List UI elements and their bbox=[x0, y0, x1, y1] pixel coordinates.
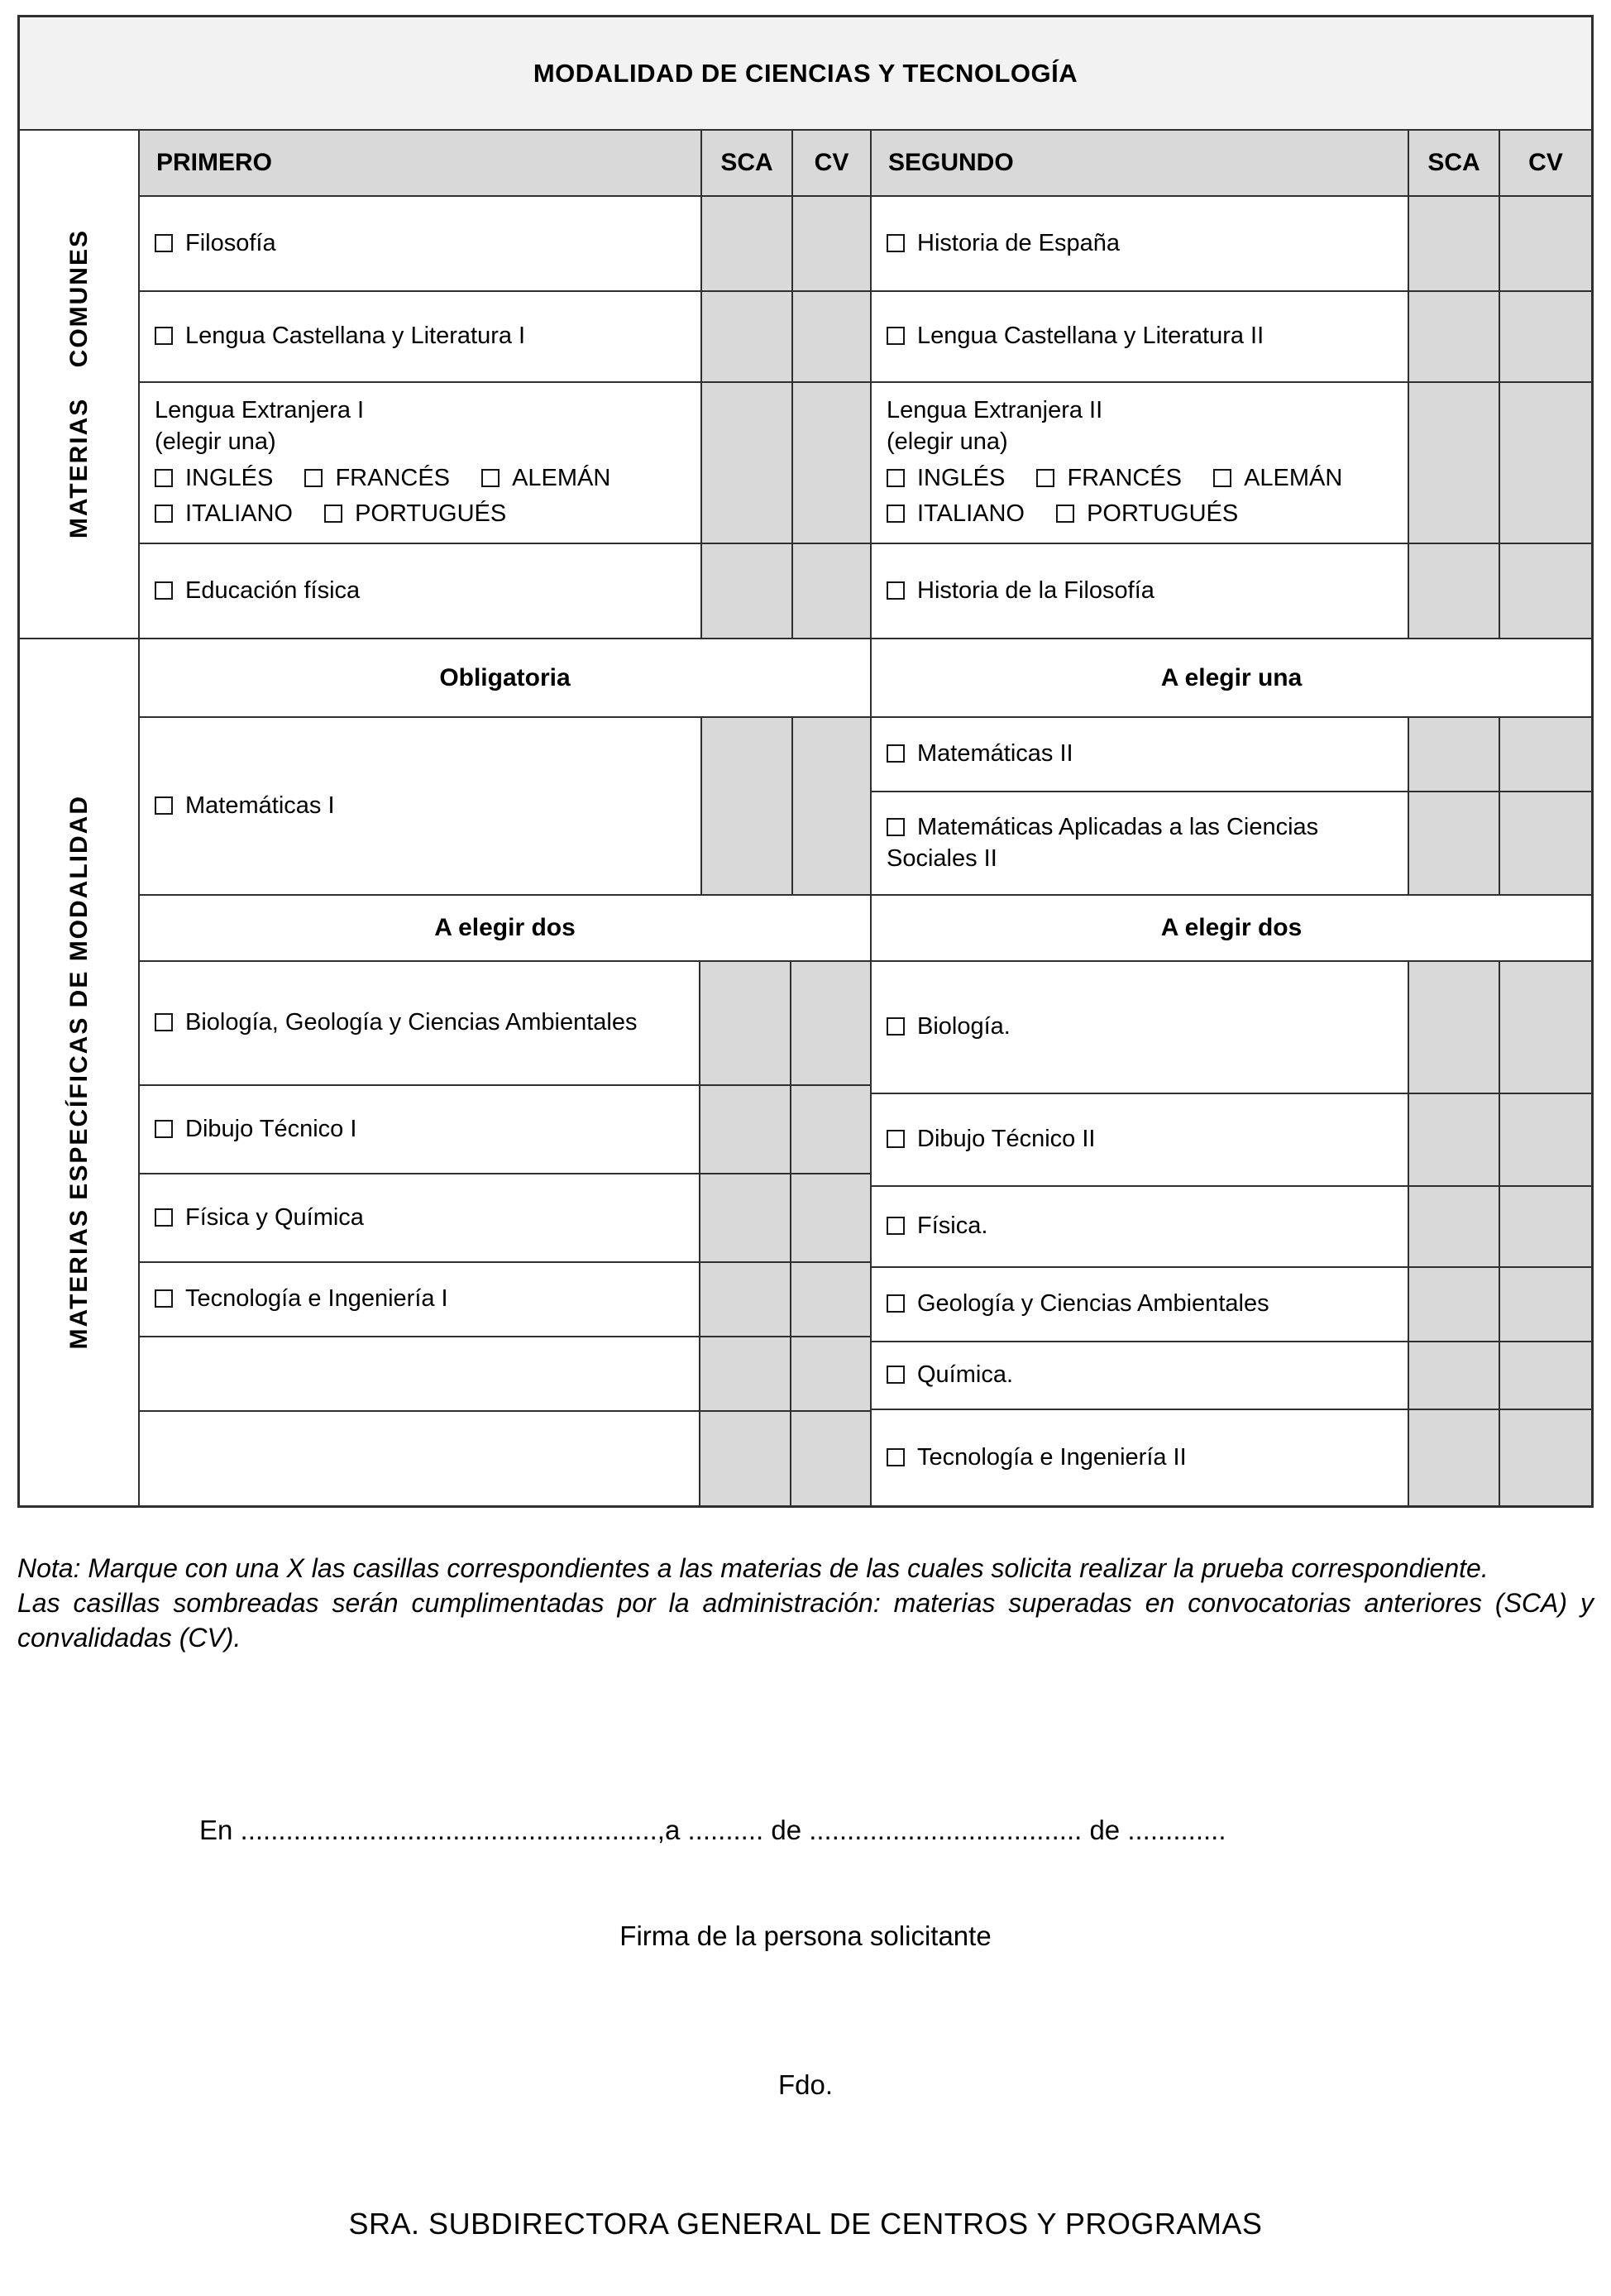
language-cell-first bbox=[140, 383, 702, 543]
subject-label: Tecnología e Ingeniería I bbox=[185, 1285, 448, 1313]
section-materias-comunes bbox=[20, 131, 138, 639]
column-header-primero: PRIMERO bbox=[140, 131, 702, 195]
table-row-language bbox=[140, 383, 1591, 544]
table-header-row bbox=[140, 131, 1591, 197]
table-row bbox=[140, 292, 1591, 383]
checkbox-lengua-castellana-1[interactable] bbox=[155, 327, 173, 345]
subject-cell-matematicas-2 bbox=[872, 718, 1409, 791]
cv-cell bbox=[793, 544, 872, 638]
language-cell-second bbox=[872, 383, 1409, 543]
signature-label: Firma de la persona solicitante bbox=[619, 1920, 992, 1951]
checkbox-frances-2[interactable] bbox=[1036, 469, 1054, 487]
subject-label: Física. bbox=[917, 1213, 988, 1240]
sca-cell bbox=[700, 1174, 791, 1261]
checkbox-historia-filosofia[interactable] bbox=[887, 581, 905, 600]
specific-subjects-block bbox=[140, 962, 1591, 1505]
sca-cell bbox=[1409, 718, 1500, 791]
subheader-row bbox=[140, 639, 1591, 718]
checkbox-tecnologia-2[interactable] bbox=[887, 1448, 905, 1466]
table-row bbox=[872, 962, 1591, 1094]
cv-cell bbox=[1500, 1342, 1591, 1409]
section-label-comunes: MATERIAS COMUNES bbox=[65, 229, 93, 539]
subject-label: Filosofía bbox=[185, 229, 276, 256]
checkbox-filosofia[interactable] bbox=[155, 234, 173, 252]
checkbox-biologia-geologia[interactable] bbox=[155, 1013, 173, 1031]
sca-cell bbox=[702, 544, 793, 638]
checkbox-geologia[interactable] bbox=[887, 1294, 905, 1313]
table-row bbox=[140, 544, 1591, 639]
cv-cell bbox=[1500, 792, 1591, 894]
subject-cell-lengua-castellana-2 bbox=[872, 292, 1409, 381]
cv-cell bbox=[791, 1174, 870, 1261]
subject-cell-matematicas-aplicadas bbox=[872, 792, 1409, 894]
subject-cell-fisica bbox=[872, 1187, 1409, 1266]
cv-cell bbox=[1500, 1187, 1591, 1266]
cv-cell bbox=[1500, 544, 1591, 638]
subject-cell-historia-espana bbox=[872, 197, 1409, 290]
option-label: PORTUGUÉS bbox=[355, 500, 507, 528]
cv-cell bbox=[1500, 292, 1591, 381]
cv-cell bbox=[791, 1263, 870, 1336]
section-label-especificas: MATERIAS ESPECÍFICAS DE MODALIDAD bbox=[65, 795, 93, 1350]
subject-label: Dibujo Técnico II bbox=[917, 1126, 1096, 1153]
cv-cell bbox=[791, 962, 870, 1084]
first-column-group bbox=[140, 962, 872, 1505]
subject-label: Historia de España bbox=[917, 229, 1121, 256]
checkbox-ingles-1[interactable] bbox=[155, 469, 173, 487]
cv-cell bbox=[791, 1086, 870, 1173]
checkbox-frances-1[interactable] bbox=[304, 469, 323, 487]
subject-label: Dibujo Técnico I bbox=[185, 1115, 357, 1142]
table-row bbox=[140, 1263, 870, 1337]
sca-cell bbox=[1409, 1342, 1500, 1409]
subject-label: Matemáticas Aplicadas a las Ciencias Sociales II bbox=[887, 813, 1319, 872]
sca-cell bbox=[702, 197, 793, 290]
date-fill-line: En .......................................................,a .......... de .................................... de ............. bbox=[199, 1814, 1226, 1845]
sca-cell bbox=[1409, 197, 1500, 290]
language-options-line-1 bbox=[155, 463, 686, 495]
note-paragraph-2: Las casillas sombreadas serán cumplimentadas por la administración: materias superadas en convocatorias anteriores (SCA) y convalidadas (CV). bbox=[17, 1588, 1594, 1653]
column-header-sca-second: SCA bbox=[1409, 131, 1500, 195]
column-header-cv-second: CV bbox=[1500, 131, 1591, 195]
option-label: ALEMÁN bbox=[1244, 464, 1343, 491]
cv-cell bbox=[793, 197, 872, 290]
sca-cell bbox=[700, 1086, 791, 1173]
language-title: Lengua Extranjera I bbox=[155, 397, 365, 424]
subject-label: Biología. bbox=[917, 1013, 1011, 1040]
table-row-empty bbox=[140, 1412, 870, 1505]
table-row bbox=[872, 1187, 1591, 1268]
section-label-column bbox=[20, 131, 140, 1505]
table-body bbox=[20, 131, 1591, 1505]
subject-label: Geología y Ciencias Ambientales bbox=[917, 1290, 1269, 1318]
addressee-line: SRA. SUBDIRECTORA GENERAL DE CENTROS Y PROGRAMAS bbox=[348, 2206, 1263, 2241]
subject-label: Tecnología e Ingeniería II bbox=[917, 1443, 1187, 1471]
subject-cell-historia-filosofia bbox=[872, 544, 1409, 638]
option-label: INGLÉS bbox=[917, 464, 1006, 491]
table-row bbox=[872, 1342, 1591, 1410]
cv-cell bbox=[1500, 962, 1591, 1093]
checkbox-matematicas-aplicadas[interactable] bbox=[887, 818, 905, 836]
checkbox-aleman-1[interactable] bbox=[481, 469, 500, 487]
option-label: ITALIANO bbox=[917, 500, 1025, 528]
subject-cell-tecnologia-2 bbox=[872, 1410, 1409, 1505]
cv-cell bbox=[791, 1337, 870, 1410]
subject-cell-matematicas-1 bbox=[140, 718, 702, 894]
column-header-sca-first: SCA bbox=[702, 131, 793, 195]
subheader-a-elegir-dos-second: A elegir dos bbox=[872, 896, 1591, 960]
subject-label: Matemáticas I bbox=[185, 792, 335, 819]
language-choose-hint: (elegir una) bbox=[887, 428, 1008, 455]
sca-cell bbox=[1409, 1094, 1500, 1185]
checkbox-italiano-2[interactable] bbox=[887, 505, 905, 523]
subheader-obligatoria: Obligatoria bbox=[140, 639, 872, 716]
subject-cell-biologia-geologia bbox=[140, 962, 700, 1084]
checkbox-ingles-2[interactable] bbox=[887, 469, 905, 487]
checkbox-italiano-1[interactable] bbox=[155, 505, 173, 523]
table-row bbox=[872, 1094, 1591, 1187]
checkbox-portugues-1[interactable] bbox=[324, 505, 342, 523]
subject-label: Educación física bbox=[185, 576, 361, 604]
subject-label: Biología, Geología y Ciencias Ambientales bbox=[185, 1009, 638, 1036]
sca-cell bbox=[1409, 1268, 1500, 1341]
sca-cell bbox=[1409, 383, 1500, 543]
sca-cell bbox=[700, 1263, 791, 1336]
sca-cell bbox=[700, 1337, 791, 1410]
subject-label: Química. bbox=[917, 1361, 1014, 1389]
subheader-a-elegir-una: A elegir una bbox=[872, 639, 1591, 716]
cv-cell bbox=[1500, 1410, 1591, 1505]
subject-cell-dibujo-tecnico-2 bbox=[872, 1094, 1409, 1185]
subject-cell-quimica bbox=[872, 1342, 1409, 1409]
option-label: INGLÉS bbox=[185, 464, 274, 491]
cv-cell bbox=[793, 383, 872, 543]
table-row bbox=[140, 962, 870, 1086]
subject-cell-biologia bbox=[872, 962, 1409, 1093]
checkbox-historia-espana[interactable] bbox=[887, 234, 905, 252]
sca-cell bbox=[1409, 1187, 1500, 1266]
option-label: ALEMÁN bbox=[512, 464, 611, 491]
checkbox-biologia[interactable] bbox=[887, 1017, 905, 1036]
note-paragraph-1: Nota: Marque con una X las casillas correspondientes a las materias de las cuales solicita realizar la prueba correspondiente. bbox=[17, 1553, 1489, 1583]
table-row bbox=[872, 718, 1591, 792]
subject-cell-educacion-fisica bbox=[140, 544, 702, 638]
option-label: FRANCÉS bbox=[1067, 464, 1183, 491]
sca-cell bbox=[1409, 292, 1500, 381]
column-header-segundo: SEGUNDO bbox=[872, 131, 1409, 195]
subject-label: Lengua Castellana y Literatura I bbox=[185, 323, 526, 350]
sca-cell bbox=[1409, 962, 1500, 1093]
second-column-group bbox=[872, 962, 1591, 1505]
cv-cell bbox=[1500, 197, 1591, 290]
cv-cell bbox=[793, 718, 872, 894]
sca-cell bbox=[1409, 792, 1500, 894]
cv-cell bbox=[1500, 383, 1591, 543]
subheader-a-elegir-dos-first: A elegir dos bbox=[140, 896, 872, 960]
table-main bbox=[140, 131, 1591, 1505]
sca-cell bbox=[702, 292, 793, 381]
table-row bbox=[140, 197, 1591, 292]
option-label: FRANCÉS bbox=[335, 464, 451, 491]
sca-cell bbox=[1409, 544, 1500, 638]
subject-label: Matemáticas II bbox=[917, 740, 1073, 768]
option-label: PORTUGUÉS bbox=[1087, 500, 1239, 528]
subheader-row bbox=[140, 896, 1591, 962]
subject-cell-geologia bbox=[872, 1268, 1409, 1341]
checkbox-educacion-fisica[interactable] bbox=[155, 581, 173, 600]
language-options-line-1 bbox=[887, 463, 1393, 495]
sca-cell bbox=[700, 1412, 791, 1505]
checkbox-tecnologia-1[interactable] bbox=[155, 1289, 173, 1308]
cv-cell bbox=[791, 1412, 870, 1505]
checkbox-quimica[interactable] bbox=[887, 1366, 905, 1384]
cv-cell bbox=[793, 292, 872, 381]
sca-cell bbox=[700, 962, 791, 1084]
modalidad-table bbox=[17, 15, 1594, 1508]
subject-label: Lengua Castellana y Literatura II bbox=[917, 323, 1264, 350]
subject-cell-fisica-quimica bbox=[140, 1174, 700, 1261]
table-title: MODALIDAD DE CIENCIAS Y TECNOLOGÍA bbox=[20, 17, 1591, 131]
language-options-line-2 bbox=[887, 499, 1393, 530]
table-row bbox=[140, 1174, 870, 1263]
second-column-group bbox=[872, 718, 1591, 894]
checkbox-aleman-2[interactable] bbox=[1213, 469, 1231, 487]
subject-cell-tecnologia-1 bbox=[140, 1263, 700, 1336]
sca-cell bbox=[1409, 1410, 1500, 1505]
sca-cell bbox=[702, 718, 793, 894]
empty-cell bbox=[140, 1412, 700, 1505]
cv-cell bbox=[1500, 1268, 1591, 1341]
table-row bbox=[140, 1086, 870, 1174]
empty-cell bbox=[140, 1337, 700, 1410]
checkbox-matematicas-2[interactable] bbox=[887, 744, 905, 763]
checkbox-fisica[interactable] bbox=[887, 1217, 905, 1235]
language-options-line-2 bbox=[155, 499, 686, 530]
sca-cell bbox=[702, 383, 793, 543]
subject-label: Historia de la Filosofía bbox=[917, 576, 1154, 604]
table-row bbox=[872, 792, 1591, 894]
fdo-label: Fdo. bbox=[777, 2069, 834, 2100]
checkbox-dibujo-tecnico-2[interactable] bbox=[887, 1130, 905, 1148]
table-row bbox=[872, 1268, 1591, 1342]
language-choose-hint: (elegir una) bbox=[155, 428, 276, 455]
cv-cell bbox=[1500, 1094, 1591, 1185]
subject-cell-lengua-castellana-1 bbox=[140, 292, 702, 381]
cv-cell bbox=[1500, 718, 1591, 791]
table-row-empty bbox=[140, 1337, 870, 1412]
language-title: Lengua Extranjera II bbox=[887, 397, 1103, 424]
checkbox-portugues-2[interactable] bbox=[1056, 505, 1074, 523]
subject-label: Física y Química bbox=[185, 1203, 364, 1231]
table-row-matematicas bbox=[140, 718, 1591, 896]
checkbox-dibujo-tecnico-1[interactable] bbox=[155, 1120, 173, 1138]
subject-cell-dibujo-tecnico-1 bbox=[140, 1086, 700, 1173]
checkbox-fisica-quimica[interactable] bbox=[155, 1208, 173, 1227]
subject-cell-filosofia bbox=[140, 197, 702, 290]
checkbox-lengua-castellana-2[interactable] bbox=[887, 327, 905, 345]
table-row bbox=[872, 1410, 1591, 1505]
checkbox-matematicas-1[interactable] bbox=[155, 796, 173, 815]
section-materias-especificas bbox=[20, 639, 138, 1505]
option-label: ITALIANO bbox=[185, 500, 293, 528]
column-header-cv-first: CV bbox=[793, 131, 872, 195]
